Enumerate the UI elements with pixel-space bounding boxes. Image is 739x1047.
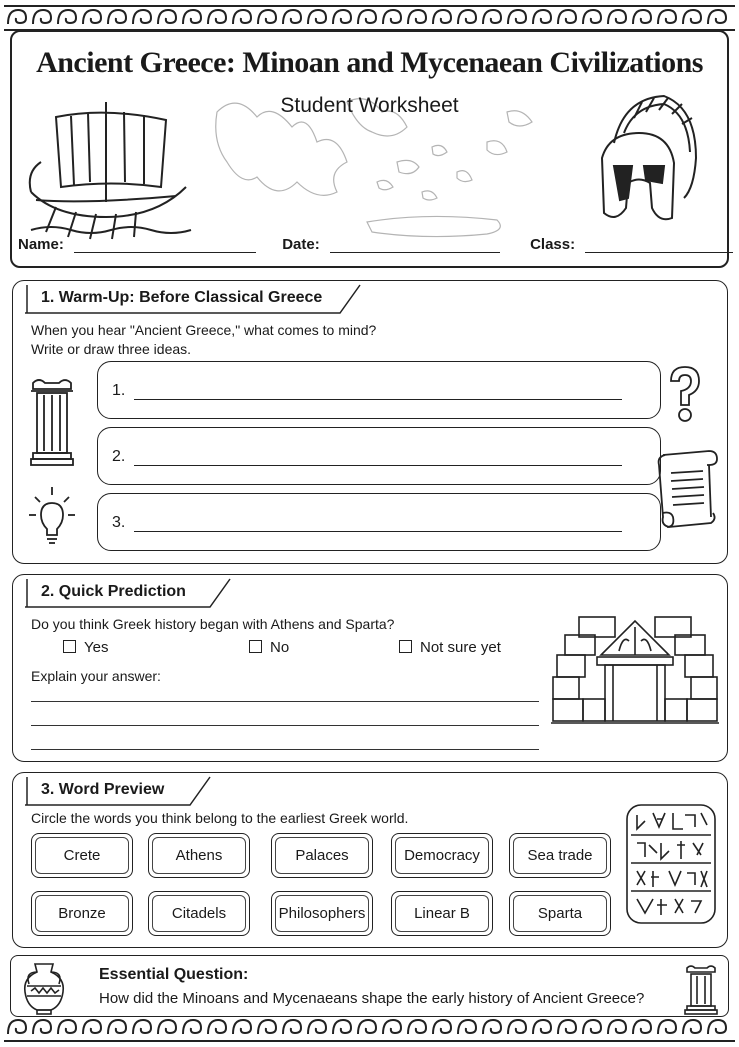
prediction-question: Do you think Greek history began with Athens and Sparta? [31, 616, 395, 632]
wave-ornament [408, 10, 426, 24]
explain-line-2[interactable] [31, 725, 539, 726]
warm-up-prompt [31, 321, 376, 359]
wave-ornament [433, 10, 451, 24]
wave-ornament [258, 1020, 276, 1034]
answer-line [134, 531, 622, 532]
option-not-sure[interactable] [399, 639, 501, 656]
wave-ornament [508, 10, 526, 24]
wave-ornament [58, 10, 76, 24]
wave-ornament [408, 1020, 426, 1034]
wave-ornament [558, 10, 576, 24]
wave-ornament [183, 10, 201, 24]
column-icon [29, 377, 75, 467]
wave-ornament [658, 10, 676, 24]
wave-ornament [483, 1020, 501, 1034]
answer-box-1[interactable] [97, 361, 661, 419]
student-info-row [18, 236, 733, 253]
word-card-crete[interactable]: Crete [31, 833, 133, 878]
option-label: Yes [84, 639, 109, 656]
answer-box-2[interactable] [97, 427, 661, 485]
page-subtitle: Student Worksheet [280, 94, 459, 117]
wave-ornament [633, 10, 651, 24]
wave-border-top [0, 4, 739, 32]
wave-ornament [208, 10, 226, 24]
section-warm-up [12, 280, 728, 564]
wave-ornament [308, 10, 326, 24]
explain-line-3[interactable] [31, 749, 539, 750]
wave-ornament [283, 10, 301, 24]
wave-ornament [83, 10, 101, 24]
wave-ornament [633, 1020, 651, 1034]
word-card-philosophers[interactable]: Philosophers [271, 891, 373, 936]
greek-ship-icon [26, 92, 196, 247]
wave-ornament [108, 1020, 126, 1034]
option-no[interactable] [249, 639, 289, 656]
essential-question-title: Essential Question: [99, 966, 249, 983]
wave-ornament [333, 1020, 351, 1034]
spartan-helmet-icon [584, 88, 704, 228]
prompt-line-2: Write or draw three ideas. [31, 341, 192, 357]
word-card-citadels[interactable]: Citadels [148, 891, 250, 936]
wave-ornament [208, 1020, 226, 1034]
wave-ornament [458, 10, 476, 24]
option-yes[interactable] [63, 639, 108, 656]
word-card-sea-trade[interactable]: Sea trade [509, 833, 611, 878]
date-label: Date: [282, 236, 320, 253]
answer-line [134, 465, 622, 466]
wave-ornament [158, 10, 176, 24]
word-instruction: Circle the words you think belong to the earliest Greek world. [31, 810, 409, 826]
wave-ornament [383, 1020, 401, 1034]
wave-ornament [33, 1020, 51, 1034]
wave-ornament [533, 1020, 551, 1034]
checkbox[interactable] [63, 640, 76, 653]
wave-ornament [608, 1020, 626, 1034]
answer-number: 1. [112, 382, 126, 399]
lightbulb-icon [27, 485, 77, 547]
section-2-title: 2. Quick Prediction [41, 583, 186, 600]
checkbox[interactable] [249, 640, 262, 653]
essential-question-text: How did the Minoans and Mycenaeans shape the early history of Ancient Greece? [99, 990, 645, 1007]
wave-ornament [283, 1020, 301, 1034]
wave-ornament [83, 1020, 101, 1034]
wave-ornament [233, 1020, 251, 1034]
wave-ornament [533, 10, 551, 24]
wave-ornament [58, 1020, 76, 1034]
essential-question-panel [10, 955, 729, 1017]
answer-line [134, 399, 622, 400]
wave-ornament [608, 10, 626, 24]
word-card-palaces[interactable]: Palaces [271, 833, 373, 878]
wave-ornament [708, 10, 726, 24]
wave-ornament [8, 10, 26, 24]
lion-gate-icon [549, 611, 721, 729]
word-card-bronze[interactable]: Bronze [31, 891, 133, 936]
page-title: Ancient Greece: Minoan and Mycenaean Civilizations [36, 46, 703, 79]
wave-ornament [433, 1020, 451, 1034]
checkbox[interactable] [399, 640, 412, 653]
wave-ornament [558, 1020, 576, 1034]
header-panel [10, 30, 729, 268]
amphora-icon [19, 960, 69, 1016]
word-card-athens[interactable]: Athens [148, 833, 250, 878]
wave-ornament [383, 10, 401, 24]
wave-ornament [658, 1020, 676, 1034]
date-field[interactable] [330, 239, 500, 253]
word-card-sparta[interactable]: Sparta [509, 891, 611, 936]
linear-b-tablet-icon [623, 801, 721, 927]
wave-ornament [308, 1020, 326, 1034]
answer-number: 3. [112, 514, 126, 531]
name-field[interactable] [74, 239, 256, 253]
section-1-title: 1. Warm-Up: Before Classical Greece [41, 289, 323, 306]
explain-label: Explain your answer: [31, 668, 161, 684]
wave-ornament [458, 1020, 476, 1034]
wave-ornament [708, 1020, 726, 1034]
wave-ornament [508, 1020, 526, 1034]
wave-ornament [483, 10, 501, 24]
option-label: Not sure yet [420, 639, 501, 656]
class-label: Class: [530, 236, 576, 253]
wave-ornament [133, 1020, 151, 1034]
wave-ornament [258, 10, 276, 24]
word-card-democracy[interactable]: Democracy [391, 833, 493, 878]
wave-ornament [183, 1020, 201, 1034]
class-field[interactable] [585, 239, 733, 253]
wave-ornament [158, 1020, 176, 1034]
wave-ornament [33, 10, 51, 24]
wave-ornament [358, 10, 376, 24]
wave-ornament [108, 10, 126, 24]
answer-number: 2. [112, 448, 126, 465]
answer-box-3[interactable] [97, 493, 661, 551]
wave-ornament [358, 1020, 376, 1034]
section-quick-prediction [12, 574, 728, 762]
name-label: Name: [18, 236, 64, 253]
section-word-preview [12, 772, 728, 948]
wave-ornament [583, 1020, 601, 1034]
wave-ornament [333, 10, 351, 24]
column-icon [683, 962, 719, 1016]
wave-ornament [683, 10, 701, 24]
prompt-line-1: When you hear "Ancient Greece," what comes to mind? [31, 322, 377, 338]
option-label: No [270, 639, 290, 656]
wave-ornament [8, 1020, 26, 1034]
section-3-title: 3. Word Preview [41, 781, 165, 798]
wave-ornament [133, 10, 151, 24]
wave-border-bottom [0, 1015, 739, 1043]
word-card-linear-b[interactable]: Linear B [391, 891, 493, 936]
wave-ornament [683, 1020, 701, 1034]
question-mark-icon [663, 363, 707, 423]
wave-ornament [583, 10, 601, 24]
explain-line-1[interactable] [31, 701, 539, 702]
wave-ornament [233, 10, 251, 24]
scroll-icon [653, 447, 719, 531]
